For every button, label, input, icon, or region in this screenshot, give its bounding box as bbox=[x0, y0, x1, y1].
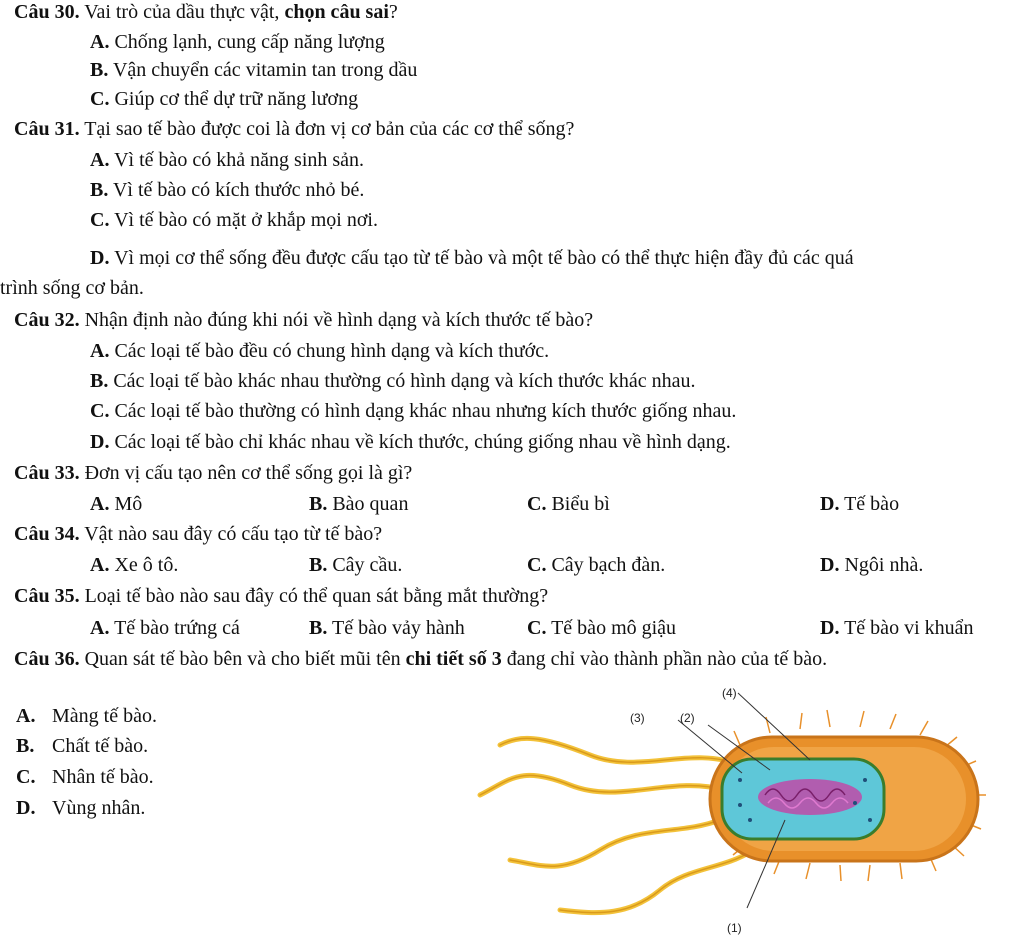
question-number: Câu 33. bbox=[14, 462, 80, 484]
q31-option-d[interactable]: D. Vì mọi cơ thể sống đều được cấu tạo từ tế bào và một tế bào có thể thực hiện đầy đủ các quá bbox=[90, 247, 854, 269]
question-number: Câu 36. bbox=[14, 648, 80, 670]
question-text: Đơn vị cấu tạo nên cơ thể sống gọi là gì? bbox=[79, 462, 413, 484]
question-36 bbox=[14, 647, 827, 671]
q34-option-d[interactable]: D. Ngôi nhà. bbox=[820, 554, 924, 576]
q33-option-c[interactable]: C. Biểu bì bbox=[527, 493, 610, 515]
question-34 bbox=[14, 522, 382, 546]
nucleoid bbox=[758, 779, 862, 815]
question-number: Câu 30. bbox=[14, 1, 80, 23]
question-text: Tại sao tế bào được coi là đơn vị cơ bản của các cơ thể sống? bbox=[79, 118, 575, 140]
question-emphasis: chi tiết số 3 bbox=[405, 648, 502, 670]
q30-option-a[interactable]: A. Chống lạnh, cung cấp năng lượng bbox=[90, 31, 385, 53]
q35-option-d[interactable]: D. Tế bào vi khuẩn bbox=[820, 617, 974, 639]
question-text: Nhận định nào đúng khi nói về hình dạng và kích thước tế bào? bbox=[79, 309, 594, 331]
question-32 bbox=[14, 308, 593, 332]
q34-option-b[interactable]: B. Cây cầu. bbox=[309, 554, 403, 576]
q34-option-a[interactable]: A. Xe ô tô. bbox=[90, 554, 179, 576]
q32-option-b[interactable]: B. Các loại tế bào khác nhau thường có hình dạng và kích thước khác nhau. bbox=[90, 370, 696, 392]
q33-option-d[interactable]: D. Tế bào bbox=[820, 493, 900, 515]
q31-option-c[interactable]: C. Vì tế bào có mặt ở khắp mọi nơi. bbox=[90, 209, 378, 231]
question-text-end: ? bbox=[388, 1, 398, 23]
question-31 bbox=[14, 117, 574, 141]
q36-option-d[interactable]: D. Vùng nhân. bbox=[16, 797, 146, 819]
q36-option-a[interactable]: A. Màng tế bào. bbox=[16, 705, 157, 727]
q30-option-b[interactable]: B. Vận chuyển các vitamin tan trong dầu bbox=[90, 59, 418, 81]
question-number: Câu 32. bbox=[14, 309, 80, 331]
question-33 bbox=[14, 461, 412, 485]
q32-option-c[interactable]: C. Các loại tế bào thường có hình dạng khác nhau nhưng kích thước giống nhau. bbox=[90, 400, 737, 422]
question-text-end: đang chỉ vào thành phần nào của tế bào. bbox=[501, 648, 828, 670]
q33-option-b[interactable]: B. Bào quan bbox=[309, 493, 409, 515]
question-text: Vật nào sau đây có cấu tạo từ tế bào? bbox=[79, 523, 383, 545]
question-30 bbox=[14, 0, 398, 24]
q30-option-c[interactable]: C. Giúp cơ thể dự trữ năng lương bbox=[90, 88, 359, 110]
q32-option-a[interactable]: A. Các loại tế bào đều có chung hình dạng và kích thước. bbox=[90, 340, 550, 362]
question-text: Quan sát tế bào bên và cho biết mũi tên bbox=[79, 648, 406, 670]
q33-option-a[interactable]: A. Mô bbox=[90, 493, 143, 515]
q31-option-b[interactable]: B. Vì tế bào có kích thước nhỏ bé. bbox=[90, 179, 365, 201]
label-4: (4) bbox=[722, 686, 737, 700]
question-number: Câu 35. bbox=[14, 585, 80, 607]
question-number: Câu 31. bbox=[14, 118, 80, 140]
q31-option-a[interactable]: A. Vì tế bào có khả năng sinh sản. bbox=[90, 149, 365, 171]
q32-option-d[interactable]: D. Các loại tế bào chỉ khác nhau về kích thước, chúng giống nhau về hình dạng. bbox=[90, 431, 731, 453]
question-emphasis: chọn câu sai bbox=[284, 1, 389, 23]
question-35 bbox=[14, 584, 548, 608]
bacterium-diagram bbox=[440, 685, 1024, 942]
q36-option-c[interactable]: C. Nhân tế bào. bbox=[16, 766, 154, 788]
question-number: Câu 34. bbox=[14, 523, 80, 545]
q36-option-b[interactable]: B. Chất tế bào. bbox=[16, 735, 149, 757]
q31-option-d-continuation: trình sống cơ bản. bbox=[0, 277, 144, 299]
q35-option-a[interactable]: A. Tế bào trứng cá bbox=[90, 617, 240, 639]
label-3: (3) bbox=[630, 711, 645, 725]
q35-option-c[interactable]: C. Tế bào mô giậu bbox=[527, 617, 677, 639]
q34-option-c[interactable]: C. Cây bạch đàn. bbox=[527, 554, 666, 576]
label-2: (2) bbox=[680, 711, 695, 725]
label-1: (1) bbox=[727, 921, 742, 935]
question-text: Vai trò của dầu thực vật, bbox=[79, 1, 285, 23]
question-text: Loại tế bào nào sau đây có thể quan sát bằng mắt thường? bbox=[79, 585, 549, 607]
q35-option-b[interactable]: B. Tế bào vảy hành bbox=[309, 617, 465, 639]
bacterium-illustration bbox=[440, 685, 1024, 942]
